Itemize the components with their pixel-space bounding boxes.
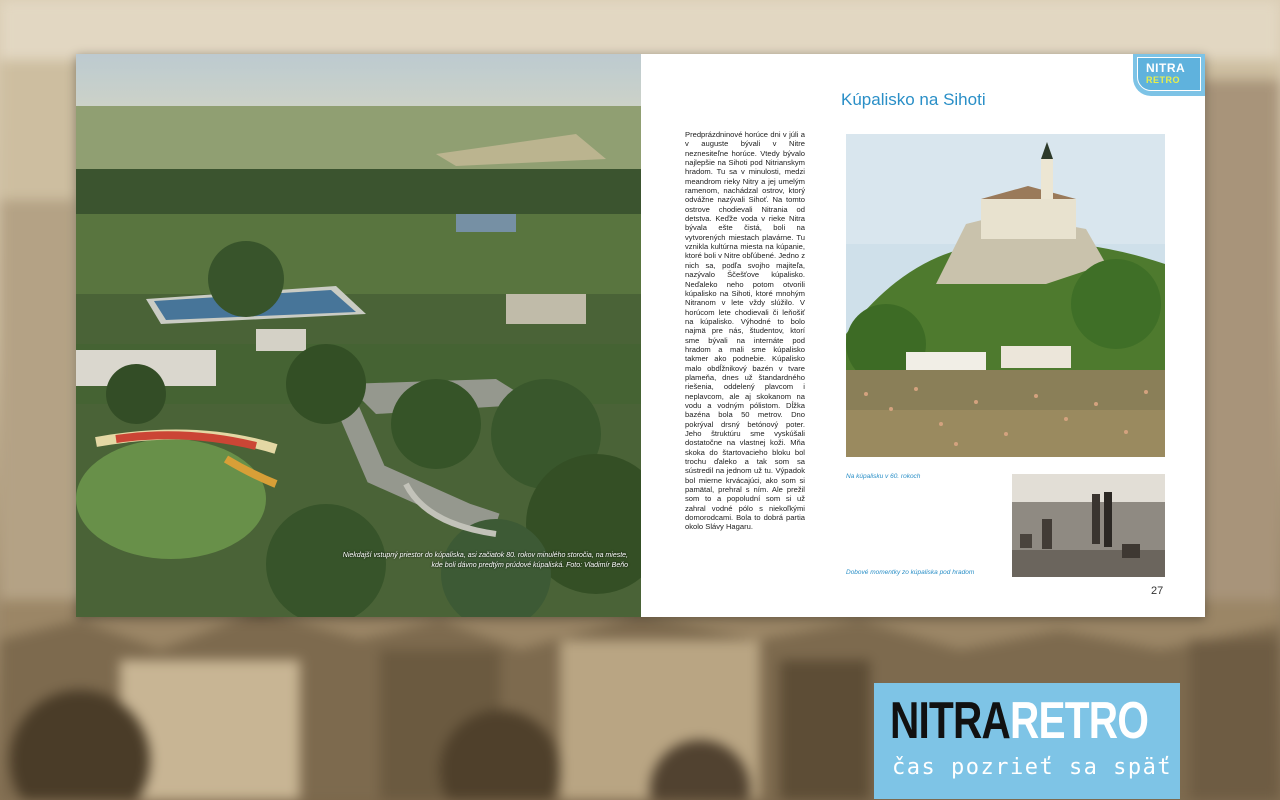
brand-word-light: RETRO [1010, 692, 1149, 750]
brand-wordmark [890, 691, 1148, 751]
page-number: 27 [1151, 585, 1164, 597]
brand-tagline: čas pozrieť sa späť [892, 755, 1173, 780]
aerial-park-photo [76, 54, 641, 617]
bw-pool-photo [1012, 474, 1165, 577]
corner-logo-line2: RETRO [1146, 75, 1180, 85]
corner-logo [1133, 54, 1205, 96]
photo-caption-1: Na kúpalisku v 60. rokoch [846, 473, 921, 480]
article-title: Kúpalisko na Sihoti [841, 90, 986, 109]
left-photo-caption: Niekdajší vstupný priestor do kúpaliska, asi začiatok 80. rokov minulého storočia, na mieste, kde boli dávno predtým prúdové kúpaliská. Foto: Vladimír Beňo [342, 552, 628, 569]
castle-pool-photo [846, 134, 1165, 457]
book-spread [76, 54, 1205, 617]
right-page [641, 54, 1205, 617]
corner-logo-line1: NITRA [1146, 61, 1186, 75]
brand-word-dark: NITRA [890, 692, 1011, 750]
left-page-aerial-photo [76, 54, 641, 617]
photo-caption-2: Dobové momentky zo kúpaliska pod hradom [846, 569, 975, 576]
article-body: Predprázdninové horúce dni v júli a v auguste bývali v Nitre neznesiteľne horúce. Vtedy bývalo najlepšie na Sihoti pod Nitrianskym hradom. Tu sa v minulosti, medzi meandrom rieky Nitry a jej umelým ramenom, nachádzal ostrov, ktorý odvážne nazývali Sihoť. Na tomto ostrove chodievali Nitrania od detstva. Keďže voda v rieke Nitra bývala ešte čistá, boli na vytvorených miestach plavárne. Tu vznikla kultúrna miesta na kúpanie, ktoré boli v Nitre obľúbené. Jedno z nich sa, podľa svojho majiteľa, nazývalo Ščešťove kúpalisko. Neďaleko neho potom otvorili kúpalisko na Sihoti, ktoré mnohým Nitranom v lete vždy slúžilo. V horúcom lete chodievali či leňošiť na kúpalisko. Výhodné to bolo najmä pre nás, študentov, ktorí sme bývali na internáte pod hradom a mali sme kúpalisko takmer ako podnebie. Kúpalisko malo obdĺžnikový bazén v tvare plameňa, dnes už štandardného riešenia, oddelený plavcom i neplavcom, ale aj skokanom na vodu a vodným pólistom. Dĺžka bazéna bola 50 metrov. Dno pokrýval drsný betónový poter. Jeho štruktúru sme vyskúšali dostatočne na vlastnej koži. Mňa skoka do štartovacieho bloku bol trochu ďaleko a tak som sa sústredil na jednom už tu. Výpadok bol mierne krvácajúci, ako som si pamätal, prehral s ním. Ale prežil som to a popoludní som si už zahral vodné pólo s niekoľkými domorodcami. Bola to dobrá partia okolo Slávy Hagaru. [685, 130, 805, 532]
nitraretro-brand-box [874, 683, 1180, 799]
